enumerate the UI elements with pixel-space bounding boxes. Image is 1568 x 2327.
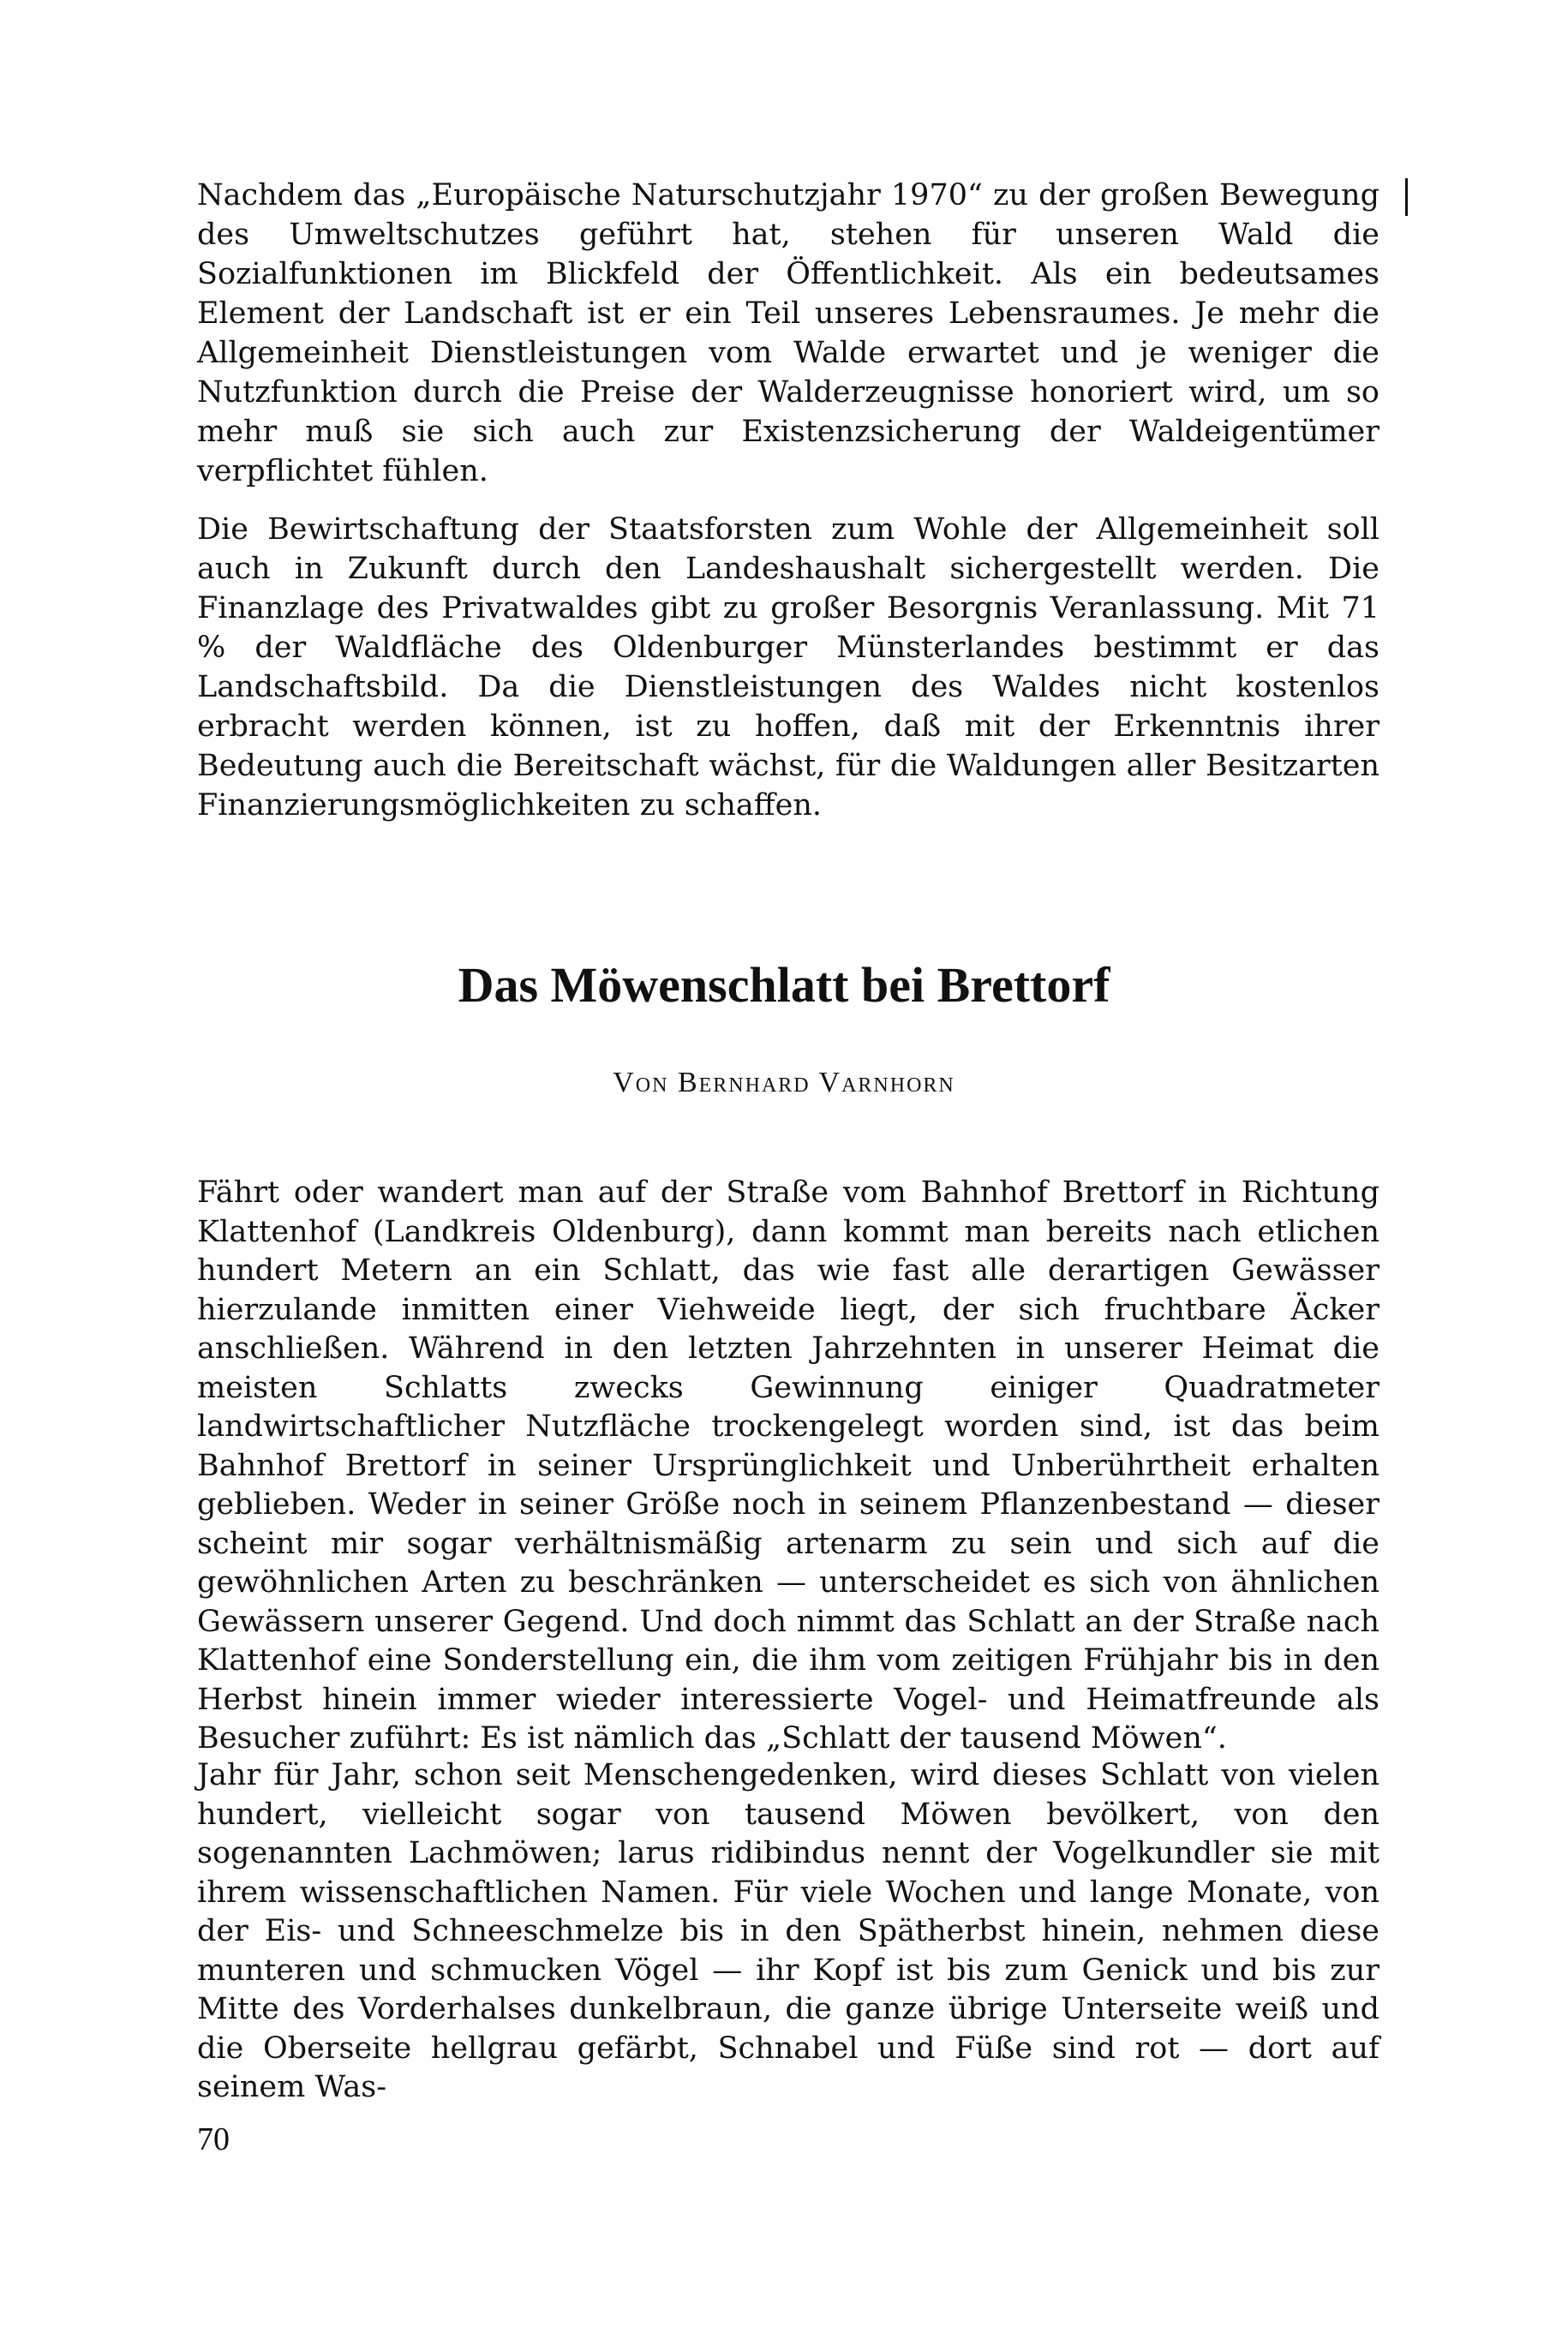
paragraph-schlatt-description: Fährt oder wandert man auf der Straße vom Bahnhof Brettorf in Richtung Klattenhof (Landkreis Oldenburg), dann kommt man bereits nach etlichen hundert Metern an ein Schlatt, das wie fast alle derartigen Gewässer hierzulande inmitten einer Viehweide liegt, der sich fruchtbare Äcker anschließen. Während in den letzten Jahrzehnten in unserer Heimat die meisten Schlatts zwecks Gewinnung einiger Quadratmeter landwirtschaftlicher Nutzfläche trockengelegt worden sind, ist das beim Bahnhof Brettorf in seiner Ursprünglichkeit und Unberührtheit erhalten geblieben. Weder in seiner Größe noch in seinem Pflanzenbestand — dieser scheint mir sogar verhältnismäßig artenarm zu sein und sich auf die gewöhnlichen Arten zu beschränken — unterscheidet es sich von ähnlichen Gewässern unserer Gegend. Und doch nimmt das Schlatt an der Straße nach Klattenhof eine Sonderstellung ein, die ihm vom zeitigen Frühjahr bis in den Herbst hinein immer wieder interessierte Vogel- und Heimatfreunde als Besucher zuführt: Es ist nämlich das „Schlatt der tausend Möwen“. <box>197 1175 1379 1756</box>
page-number: 70 <box>197 2121 230 2157</box>
margin-mark <box>1405 178 1408 216</box>
article-byline: Von Bernhard Varnhorn <box>613 1067 955 1098</box>
paragraph-forest-social-functions: Nachdem das „Europäische Naturschutzjahr 1970“ zu der großen Bewegung des Umweltschutzes geführt hat, stehen für unseren Wald die Sozialfunktionen im Blickfeld der Öffentlichkeit. Als ein bedeutsames Element der Landschaft ist er ein Teil unseres Lebensraumes. Je mehr die Allgemeinheit Dienstleistungen vom Walde erwartet und je weniger die Nutzfunktion durch die Preise der Walderzeugnisse honoriert wird, um so mehr muß sie sich auch zur Existenzsicherung der Waldeigentümer verpflichtet fühlen. <box>197 178 1379 488</box>
paragraph-gull-colony: Jahr für Jahr, schon seit Menschengedenken, wird dieses Schlatt von vielen hundert, vielleicht sogar von tausend Möwen bevölkert, von den sogenannten Lachmöwen; larus ridibindus nennt der Vogelkundler sie mit ihrem wissenschaftlichen Namen. Für viele Wochen und lange Monate, von der Eis- und Schneeschmelze bis in den Spätherbst hinein, nehmen diese munteren und schmucken Vögel — ihr Kopf ist bis zum Genick und bis zur Mitte des Vorderhalses dunkelbraun, die ganze übrige Unterseite weiß und die Oberseite hellgrau gefärbt, Schnabel und Füße sind rot — dort auf seinem Was- <box>197 1758 1379 2104</box>
article-title: Das Möwenschlatt bei Brettorf <box>458 957 1110 1013</box>
paragraph-state-forests-financing: Die Bewirtschaftung der Staatsforsten zum Wohle der Allgemeinheit soll auch in Zukunft durch den Landeshaushalt sichergestellt werden. Die Finanzlage des Privatwaldes gibt zu großer Besorgnis Veranlassung. Mit 71 % der Waldfläche des Oldenburger Münsterlandes bestimmt er das Landschaftsbild. Da die Dienstleistungen des Waldes nicht kostenlos erbracht werden können, ist zu hoffen, daß mit der Erkenntnis ihrer Bedeutung auch die Bereitschaft wächst, für die Waldungen aller Besitzarten Finanzierungsmöglichkeiten zu schaffen. <box>197 512 1379 823</box>
